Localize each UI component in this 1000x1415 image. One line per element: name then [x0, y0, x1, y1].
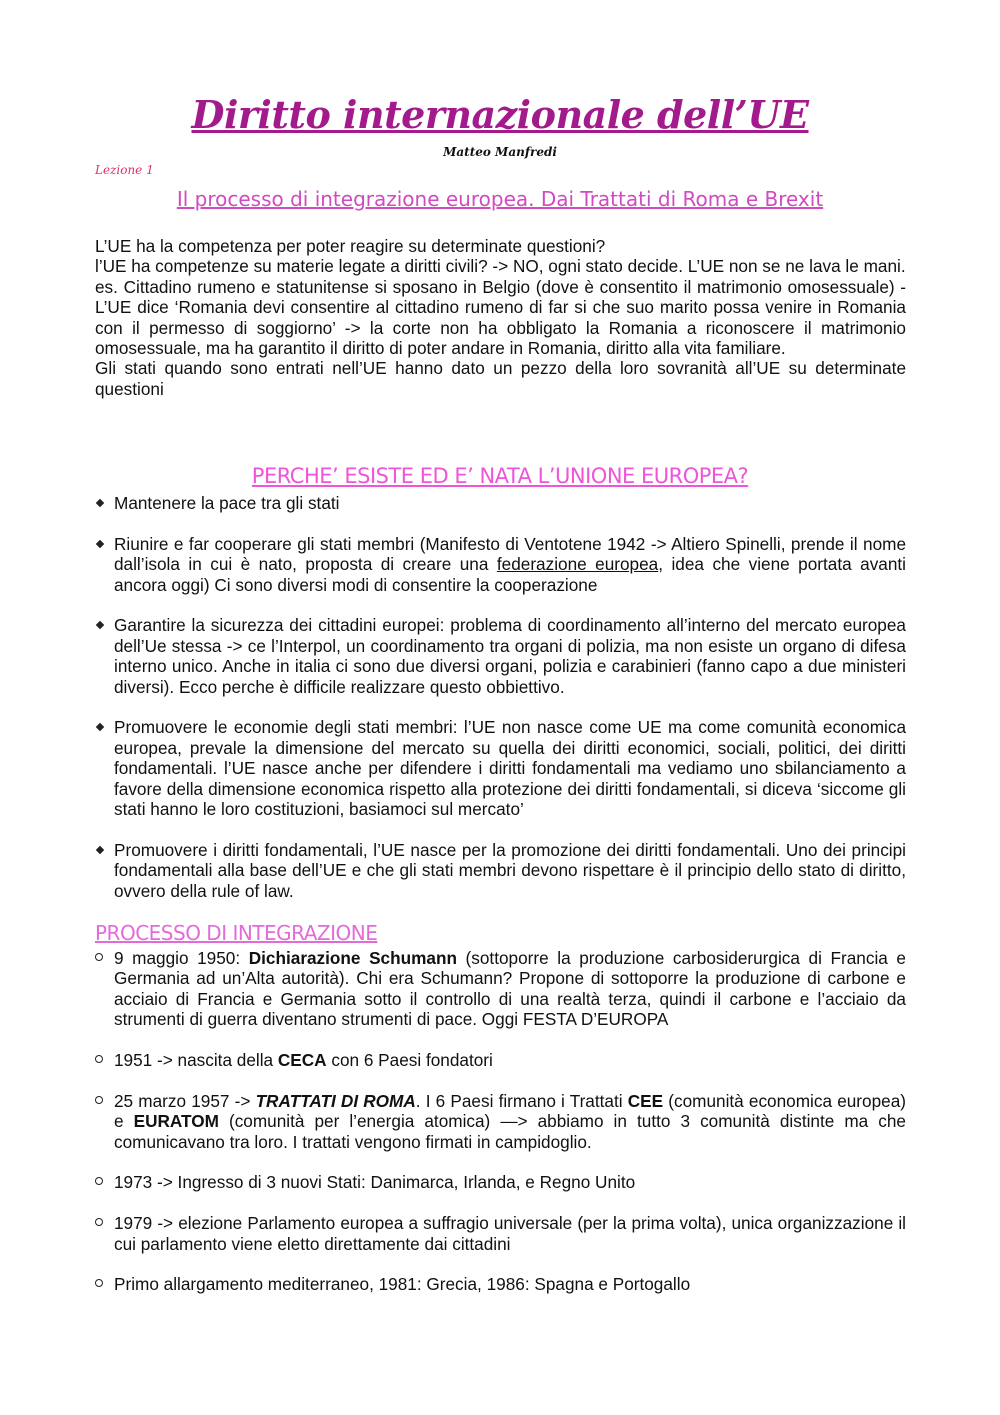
list-item — [95, 1274, 906, 1294]
list-item-text: Riunire e far cooperare gli stati membri (Manifesto di Ventotene 1942 -> Altiero Spinelli, prende il nome dall’isola in cui è nato, proposta di creare una — [114, 533, 906, 575]
list-item-text: Primo allargamento mediterraneo, 1981: Grecia, 1986: Spagna e Portogallo — [114, 1274, 691, 1295]
diamond-bullet-icon — [96, 621, 104, 629]
underlined-term: federazione europea — [496, 554, 659, 575]
circle-bullet-icon — [95, 1218, 103, 1226]
bold-italic-term: TRATTATI DI ROMA — [255, 1090, 416, 1111]
list-item-text: Garantire la sicurezza dei cittadini europei: problema di coordinamento all’interno del mercato europea dell’Ue stessa -> ce l’Interpol, un coordinamento tra organi di polizia, ma non esiste un organo di difesa interno unico. Anche in italia ci sono due diversi organi, polizia e carabinieri (fanno capo a due ministeri diversi). Ecco perche è difficile realizzare questo obbiettivo. — [114, 615, 906, 697]
intro-paragraph: L’UE ha la competenza per poter reagire su determinate questioni? — [95, 236, 606, 256]
list-item-text: Mantenere la pace tra gli stati — [114, 493, 340, 513]
document-title: Diritto internazionale dell’UE — [191, 92, 809, 137]
list-item-text: (comunità per l’energia atomica) —> abbiamo in tutto 3 comunità distinte ma che comunicavano tra loro. I trattati vengono firmati in campidoglio. — [114, 1111, 906, 1152]
intro-paragraph: es. Cittadino rumeno e statunitense si sposano in Belgio (dove è consentito il matrimonio omosessuale) - L’UE dice ‘Romania devi consentire al cittadino rumeno di far si che suo marito possa venire in Romania con il permesso di soggiorno’ -> la corte non ha obbligato la Romania a riconoscere il matrimonio omosessuale, ma ha garantito il diritto di poter andare in Romania, diritto alla vita familiare. — [95, 276, 906, 359]
intro-text — [95, 236, 906, 399]
list-item — [95, 1050, 906, 1070]
list-item-text: , idea che viene portata avanti ancora oggi) Ci sono diversi modi di consentire la cooperazione — [114, 554, 906, 595]
list-item — [95, 534, 906, 595]
list-item — [95, 1091, 906, 1152]
bold-term: CEE — [627, 1090, 664, 1111]
circle-bullet-icon — [95, 1055, 103, 1063]
list-item — [95, 493, 906, 513]
author-name: Matteo Manfredi — [443, 145, 557, 159]
list-item-text: 9 maggio 1950: — [114, 948, 249, 968]
section-heading-integration: PROCESSO DI INTEGRAZIONE — [95, 921, 378, 945]
intro-paragraph: l’UE ha competenze su materie legate a diritti civili? -> NO, ogni stato decide. L’UE non se ne lava le mani. — [95, 256, 906, 277]
list-item-text: (comunità economica europea) e — [114, 1090, 906, 1132]
list-item-text: 1973 -> Ingresso di 3 nuovi Stati: Danimarca, Irlanda, e Regno Unito — [114, 1172, 636, 1193]
reasons-list — [95, 493, 906, 901]
list-item-text: 1951 -> nascita della — [114, 1050, 278, 1071]
diamond-bullet-icon — [96, 723, 104, 731]
diamond-bullet-icon — [96, 846, 104, 854]
bold-term: Dichiarazione Schumann — [248, 948, 457, 968]
integration-list — [95, 948, 906, 1295]
bold-term: EURATOM — [133, 1111, 219, 1132]
lesson-subtitle: Il processo di integrazione europea. Dai Trattati di Roma e Brexit — [176, 187, 824, 211]
section-heading-why-eu: PERCHE’ ESISTE ED E’ NATA L’UNIONE EUROPEA? — [251, 464, 749, 488]
diamond-bullet-icon — [96, 540, 104, 548]
diamond-bullet-icon — [96, 499, 104, 507]
list-item — [95, 1213, 906, 1254]
circle-bullet-icon — [95, 953, 103, 961]
circle-bullet-icon — [95, 1279, 103, 1287]
list-item — [95, 948, 906, 1030]
circle-bullet-icon — [95, 1096, 103, 1104]
list-item-text: 1979 -> elezione Parlamento europea a suffragio universale (per la prima volta), unica organizzazione il cui parlamento viene eletto direttamente dai cittadini — [114, 1213, 906, 1254]
circle-bullet-icon — [95, 1177, 103, 1185]
list-item — [95, 615, 906, 697]
list-item-text: Promuovere i diritti fondamentali, l’UE nasce per la promozione dei diritti fondamentali. Uno dei principi fondamentali alla base dell’UE e che gli stati membri devono rispettare è il principio dello stato di diritto, ovvero della rule of law. — [114, 839, 906, 901]
list-item-text: (sottoporre la produzione carbosiderurgica di Francia e Germania ad un’Alta autorità). Chi era Schumann? Propone di sottoporre la produzione di carbone e acciaio di Francia e Germania sotto il controllo di una realtà terza, quindi il carbone e l’acciaio da strumenti di guerra diventano strumenti di pace. Oggi FESTA D’EUROPA — [114, 948, 906, 1030]
list-item-text: con 6 Paesi fondatori — [326, 1050, 493, 1071]
list-item — [95, 1172, 906, 1192]
bold-term: CECA — [277, 1050, 327, 1071]
list-item-text: Promuovere le economie degli stati membri: l’UE non nasce come UE ma come comunità economica europea, prevale la dimensione del mercato su quella dei diritti economici, sociali, politici, dei diritti fondamentali. l’UE nasce anche per difendere i diritti fondamentali ma vediamo uno sbilanciamento a favore della dimensione economica rispetto alla protezione dei diritti fondamentali, si diceva ‘siccome gli stati hanno le loro costituzioni, basiamoci sul mercato’ — [114, 717, 906, 820]
intro-paragraph: Gli stati quando sono entrati nell’UE hanno dato un pezzo della loro sovranità all’UE su determinate questioni — [95, 358, 906, 399]
lesson-label: Lezione 1 — [95, 163, 154, 177]
list-item — [95, 717, 906, 819]
list-item-text: . I 6 Paesi firmano i Trattati — [415, 1090, 628, 1111]
list-item-text: 25 marzo 1957 -> — [114, 1090, 256, 1111]
list-item — [95, 840, 906, 901]
